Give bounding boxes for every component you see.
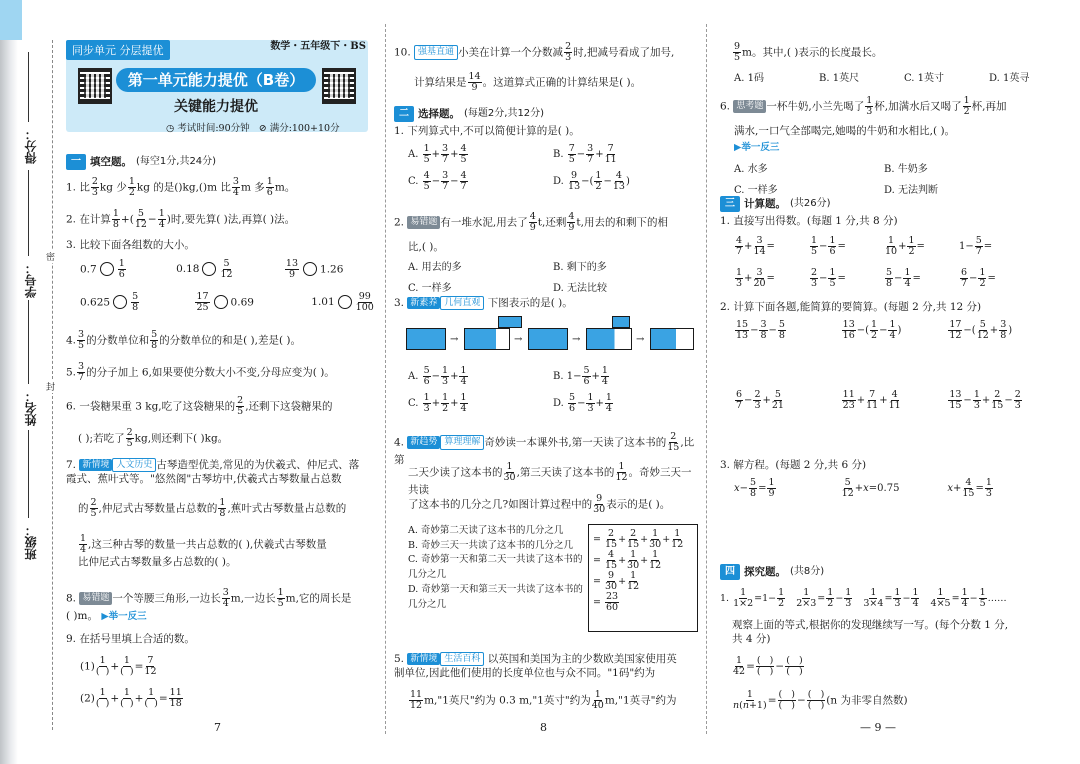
question-1-6-line2: ( );若吃了 $\frac{2}{5}$ kg,则还剩下( )kg。 — [78, 427, 229, 449]
bar-1 — [406, 328, 446, 350]
calc-item[interactable]: $\frac{13}{15}$ − $\frac{1}{3}$ + $\frac{2}{15}$ − $\frac{2}{3}$ — [949, 389, 1021, 411]
question-2-4: 4. 新趋势 算理理解 奇妙读一本课外书,第一天读了这本书的 $\frac{2}{15}$ ,比第 — [394, 431, 695, 466]
seal-mark-feng: 封 — [46, 380, 55, 393]
equation-item[interactable]: $\frac{5}{12}$ +x=0.75 — [841, 477, 900, 499]
arrow-right-icon: → — [450, 334, 459, 345]
option-c[interactable]: C. $\frac{4}{5}$ − $\frac{3}{7}$ − $\frac{4}{7}$ — [408, 169, 467, 192]
exam-score: 满分:100+10分 — [269, 123, 340, 134]
option-c[interactable]: C. 奇妙第一天和第二天一共读了这本书的几分之几 — [408, 554, 583, 581]
question-1-4: 4. $\frac{3}{5}$ 的分数单位和 $\frac{5}{8}$ 的分数单位的和是( ),差是( )。 — [66, 329, 302, 351]
compare-row-2: 0.625 $\frac{5}{8}$ $\frac{17}{25}$ 0.69 1.01 $\frac{99}{100}$ — [80, 291, 374, 313]
compare-circle[interactable] — [338, 295, 352, 309]
question-1-6: 6. 一袋糖果重 3 kg,吃了这袋糖果的 $\frac{2}{5}$ ,还剩下这袋糖果的 — [66, 395, 333, 417]
option-b[interactable]: B. 1− $\frac{5}{6}$ + $\frac{1}{4}$ — [553, 365, 608, 387]
arrow-right-icon: → — [572, 334, 581, 345]
option-a[interactable]: A. 水多 — [734, 164, 768, 175]
option-d[interactable]: D. 奇妙第一天和第三天一共读了这本书的几分之几 — [408, 583, 583, 610]
option-a[interactable]: A. $\frac{1}{5}$ + $\frac{3}{7}$ + $\frac{4}{5}$ — [408, 143, 467, 165]
simplify-row-1 — [734, 320, 1054, 341]
option-d[interactable]: D. 无法判断 — [884, 185, 939, 196]
option-a[interactable]: A. 1码 — [734, 73, 764, 84]
option-c[interactable]: C. 一样多 — [734, 185, 778, 196]
option-d[interactable]: D. $\frac{5}{6}$ − $\frac{1}{3}$ + $\frac{1}{4}$ — [553, 391, 612, 414]
calc-item[interactable]: $\frac{1}{3}$ + $\frac{3}{20}$ = — [736, 267, 775, 289]
edge-tab — [0, 0, 22, 40]
question-1-10-line2: 计算结果是 $\frac{14}{9}$ 。这道算式正确的计算结果是( )。 — [414, 71, 642, 93]
compare-circle[interactable] — [303, 262, 317, 276]
qr-code-left[interactable] — [78, 68, 112, 104]
question-2-5: 5. 新情境 生活百科 以英国和美国为主的少数欧美国家使用英 制单位,因此他们使用的长度单位也与众不同。"1码"约为 — [394, 653, 677, 680]
equation-item[interactable]: x+ $\frac{4}{15}$ = $\frac{1}{3}$ — [947, 477, 992, 499]
score-line[interactable] — [28, 52, 29, 122]
binding-strip — [0, 0, 64, 764]
pattern-blank-2[interactable]: $\frac{1}{n(n+1)}$ = $\frac{( )}{( )}$ − $\frac{( )}{( )}$ (n 为非零自然数) — [733, 689, 908, 711]
qr-code-right[interactable] — [322, 68, 356, 104]
equation-row — [734, 478, 1054, 499]
fraction-bar-diagram — [406, 316, 696, 356]
bar-2 — [464, 328, 510, 350]
page-number-8: 8 — [540, 721, 547, 734]
section-3-heading: 三 计算题。 (共26分) — [720, 196, 831, 212]
arrow-right-icon: → — [636, 334, 645, 345]
compare-circle[interactable] — [202, 262, 216, 276]
option-d[interactable]: D. 无法比较 — [553, 283, 608, 294]
question-2-4-line3: 了这本书的几分之几?如图计算过程中的 $\frac{9}{30}$ 表示的是( )。 — [408, 493, 671, 515]
subject-grade: 数学・五年级下・BS — [270, 41, 366, 52]
question-1-5: 5. $\frac{3}{7}$ 的分子加上 6,如果要使分数大小不变,分母应变为( )。 — [66, 361, 335, 383]
question-2-2-line2: 比,( )。 — [408, 241, 444, 253]
calc-item[interactable]: $\frac{17}{12}$ −( $\frac{5}{12}$ + $\frac{3}{8}$ ) — [949, 319, 1013, 341]
question-2-1-options — [408, 144, 698, 192]
student-id-line[interactable] — [28, 170, 29, 256]
option-b[interactable]: B. 牛奶多 — [884, 164, 928, 175]
compare-circle[interactable] — [100, 262, 114, 276]
calc-item[interactable]: $\frac{11}{23}$ + $\frac{7}{11}$ + $\frac{4}{11}$ — [842, 389, 901, 411]
question-2-5-line3: $\frac{11}{12}$ m,"1英尺"约为 0.3 m,"1英寸"约为 $\frac{1}{40}$ m,"1英寻"约为 — [410, 689, 677, 711]
calc-item[interactable]: $\frac{1}{10}$ + $\frac{1}{2}$ = — [885, 235, 925, 257]
option-d[interactable]: D. 1英寻 — [989, 73, 1030, 84]
question-1-7-line4: $\frac{1}{4}$ ,这三种古琴的数量一共占总数的( ),伏羲式古琴数量 比仲尼式古琴数量多占总数的( )。 — [78, 533, 327, 568]
calc-item[interactable]: $\frac{13}{16}$ −( $\frac{1}{2}$ − $\frac{1}{4}$ ) — [842, 319, 902, 341]
calc-item[interactable]: $\frac{1}{5}$ − $\frac{1}{6}$ = — [811, 235, 846, 257]
example-link[interactable]: ▶举一反三 — [734, 142, 780, 153]
bar-4-piece — [612, 316, 630, 328]
page-7 — [0, 0, 384, 764]
option-d[interactable]: D. $\frac{9}{13}$ −( $\frac{1}{2}$ − $\frac{4}{13}$ ) — [553, 169, 630, 192]
option-b[interactable]: B. 奇妙三天一共读了这本书的几分之几 — [408, 539, 574, 551]
question-2-6: 6. 思考题 一杯牛奶,小兰先喝了 $\frac{1}{3}$ 杯,加满水后又喝了 $\frac{1}{2}$ 杯,再加 — [720, 95, 1007, 117]
question-2-6-options — [734, 160, 1034, 196]
page-edge-shadow — [0, 0, 18, 764]
calc-item[interactable]: $\frac{5}{8}$ − $\frac{1}{4}$ = — [886, 267, 921, 289]
page-8 — [388, 0, 706, 764]
option-c[interactable]: C. 1英寸 — [904, 73, 945, 84]
bar-5 — [650, 328, 694, 350]
class-line[interactable] — [28, 430, 29, 518]
paper-title: 第一单元能力提优（B卷） — [116, 68, 316, 92]
calc-item[interactable]: $\frac{6}{7}$ − $\frac{2}{3}$ + $\frac{5}{21}$ — [736, 389, 784, 411]
student-id-label: 学号： — [24, 262, 38, 298]
paper-subtitle: 关键能力提优 — [174, 99, 258, 115]
question-2-5-cont: $\frac{9}{5}$ m。其中,( )表示的长度最长。 — [734, 41, 883, 63]
question-2-6-line2: 满水,一口气全部喝完,她喝的牛奶和水相比,( )。 — [734, 125, 956, 137]
option-b[interactable]: B. $\frac{7}{5}$ − $\frac{3}{7}$ + $\frac{7}{11}$ — [553, 143, 617, 165]
calculation-process-box: = $\frac{2}{15}$ + $\frac{2}{15}$ + $\frac{1}{30}$ + $\frac{1}{12}$ = $\frac{4}{15}$ + $\frac{1}{30}$ + $\frac{1}{12}$ = $\frac{9}{30}$ + $\frac{1}{12}$ = $\frac{23}{60}$ — [588, 524, 698, 632]
name-line[interactable] — [28, 300, 29, 384]
arrow-right-icon: → — [514, 334, 523, 345]
question-2-1: 1. 下列算式中,不可以简便计算的是( )。 — [394, 125, 580, 137]
series-tag: 同步单元 分层提优 — [66, 40, 170, 60]
mental-calc-row-1 — [734, 236, 1034, 257]
option-c[interactable]: C. $\frac{1}{3}$ + $\frac{1}{2}$ + $\frac{1}{4}$ — [408, 391, 467, 414]
exam-time: 考试时间:90分钟 — [177, 123, 250, 134]
question-2-3-options — [408, 366, 698, 414]
option-a[interactable]: A. 奇妙第二天读了这本书的几分之几 — [408, 525, 564, 536]
question-2-2-options — [408, 258, 698, 294]
question-1-9-2: (2) $\frac{1}{( )}$ + $\frac{1}{( )}$ + $\frac{1}{( )}$ = $\frac{11}{18}$ — [80, 687, 182, 709]
question-2-4-options — [408, 524, 584, 612]
question-1-8: 8. 易错题 一个等腰三角形,一边长 $\frac{3}{4}$ m,一边长 $\frac{1}{5}$ m,它的周长是 ( )m。 ▶举一反三 — [66, 587, 352, 622]
section-2-heading: 二 选择题。 (每题2分,共12分) — [394, 106, 544, 122]
question-1-2: 2. 在计算 $\frac{1}{8}$ +( $\frac{5}{12}$ − $\frac{1}{4}$ )时,要先算( )法,再算( )法。 — [66, 208, 296, 230]
compare-circle[interactable] — [214, 295, 228, 309]
question-1-10: 10. 强基直通 小美在计算一个分数减 $\frac{2}{3}$ 时,把减号看成了加号, — [394, 41, 675, 63]
question-2-4-line2: 二天少读了这本书的 $\frac{1}{30}$ ,第三天读了这本书的 $\frac{1}{12}$ 。奇妙三天一共读 — [408, 461, 692, 496]
section-1-heading: 一 填空题。 (每空1分,共24分) — [66, 154, 216, 170]
bar-3 — [528, 328, 568, 350]
question-1-9: 9. 在括号里填上合适的数。 — [66, 633, 195, 645]
option-a[interactable]: A. $\frac{5}{6}$ − $\frac{1}{3}$ + $\frac{1}{4}$ — [408, 365, 467, 387]
page-divider-1 — [385, 24, 386, 734]
question-3-2: 2. 计算下面各题,能简算的要简算。(每题 2 分,共 12 分) — [720, 301, 982, 313]
mental-calc-row-2 — [734, 268, 1034, 289]
option-c[interactable]: C. 一样多 — [408, 283, 452, 294]
question-3-1: 1. 直接写出得数。(每题 1 分,共 8 分) — [720, 215, 898, 227]
name-label: 姓名： — [24, 390, 38, 426]
page-number-7: 7 — [214, 721, 221, 734]
option-b[interactable]: B. 1英尺 — [819, 73, 860, 84]
exam-meta — [166, 120, 340, 134]
pattern-blank-1[interactable]: $\frac{1}{42}$ = $\frac{( )}{( )}$ − $\frac{( )}{( )}$ — [733, 655, 803, 677]
bar-4 — [586, 328, 632, 350]
option-b[interactable]: B. 剩下的多 — [553, 262, 607, 273]
simplify-row-2 — [734, 390, 1054, 411]
question-2-3: 3. 新素养 几何直观 下图表示的是( )。 — [394, 297, 573, 309]
target-icon: ⊘ — [258, 123, 267, 134]
class-label: 班级： — [24, 524, 38, 560]
page-9 — [708, 0, 1080, 764]
calc-item[interactable]: $\frac{15}{13}$ − $\frac{3}{8}$ − $\frac{5}{8}$ — [736, 319, 785, 341]
calc-item[interactable]: $\frac{2}{3}$ − $\frac{1}{5}$ = — [811, 267, 846, 289]
page-number-9: — 9 — — [860, 721, 896, 734]
calc-item[interactable]: $\frac{4}{7}$ + $\frac{3}{14}$ = — [736, 235, 775, 257]
equation-item[interactable]: x− $\frac{5}{8}$ = $\frac{1}{9}$ — [734, 477, 775, 499]
seal-mark-mi: 密 — [46, 250, 55, 263]
question-1-3: 3. 比较下面各组数的大小。 — [66, 239, 195, 251]
score-label: 得分： — [24, 128, 38, 164]
question-2-5-options — [734, 72, 1074, 86]
bar-2-piece — [498, 316, 522, 328]
question-1-1: 1. 比 $\frac{2}{3}$ kg 少 $\frac{1}{2}$ kg 的是()kg,()m 比 $\frac{3}{4}$ m 多 $\frac{1}{6}$ m。 — [66, 176, 296, 198]
compare-circle[interactable] — [113, 295, 127, 309]
option-a[interactable]: A. 用去的多 — [408, 262, 462, 273]
question-1-9-1: (1) $\frac{1}{( )}$ + $\frac{1}{( )}$ = $\frac{7}{12}$ — [80, 655, 157, 677]
example-link[interactable]: ▶举一反三 — [101, 610, 147, 622]
calc-item[interactable]: $\frac{6}{7}$ − $\frac{1}{2}$ = — [961, 267, 996, 289]
section-4-heading: 四 探究题。 (共8分) — [720, 564, 824, 580]
question-4-1: 1. $\frac{1}{1\times 2}$ =1− $\frac{1}{2}$ $\frac{1}{2\times 3}$ = $\frac{1}{2}$ − $\frac{1}{3}$ $\frac{1}{3\times 4}$ = $\frac{1}{3}$ − $\frac{1}{4}$ $\frac{1}{4\times 5}$ = $\frac{1}{4}$ − $\frac{1}{5}$ …… — [720, 587, 1007, 609]
unit-header — [66, 40, 368, 132]
clock-icon: ◷ — [166, 123, 175, 134]
page-divider-2 — [706, 24, 707, 734]
question-2-2: 2. 易错题 有一堆水泥,用去了 $\frac{4}{9}$ t,还剩 $\frac{4}{9}$ t,用去的和剩下的相 — [394, 211, 668, 233]
question-3-3: 3. 解方程。(每题 2 分,共 6 分) — [720, 459, 867, 471]
compare-row-1: 0.7 $\frac{1}{6}$ 0.18 $\frac{5}{12}$ $\frac{13}{9}$ 1.26 — [80, 258, 344, 280]
question-1-7: 7. 新情境 人文历史 古琴造型优美,常见的为伏羲式、仲尼式、落 霞式、蕉叶式等。"悠然阁"古琴坊中,伏羲式古琴数量占总数 — [66, 459, 360, 486]
question-4-1-instruction: 观察上面的等式,根据你的发现继续写一写。(每个分数 1 分, 共 4 分) — [732, 619, 1009, 646]
question-1-7-line3: 的 $\frac{2}{5}$ ,仲尼式古琴数量占总数的 $\frac{1}{8}$ ,蕉叶式古琴数量占总数的 — [78, 497, 347, 519]
calc-item[interactable]: 1− $\frac{5}{7}$ = — [959, 235, 993, 257]
